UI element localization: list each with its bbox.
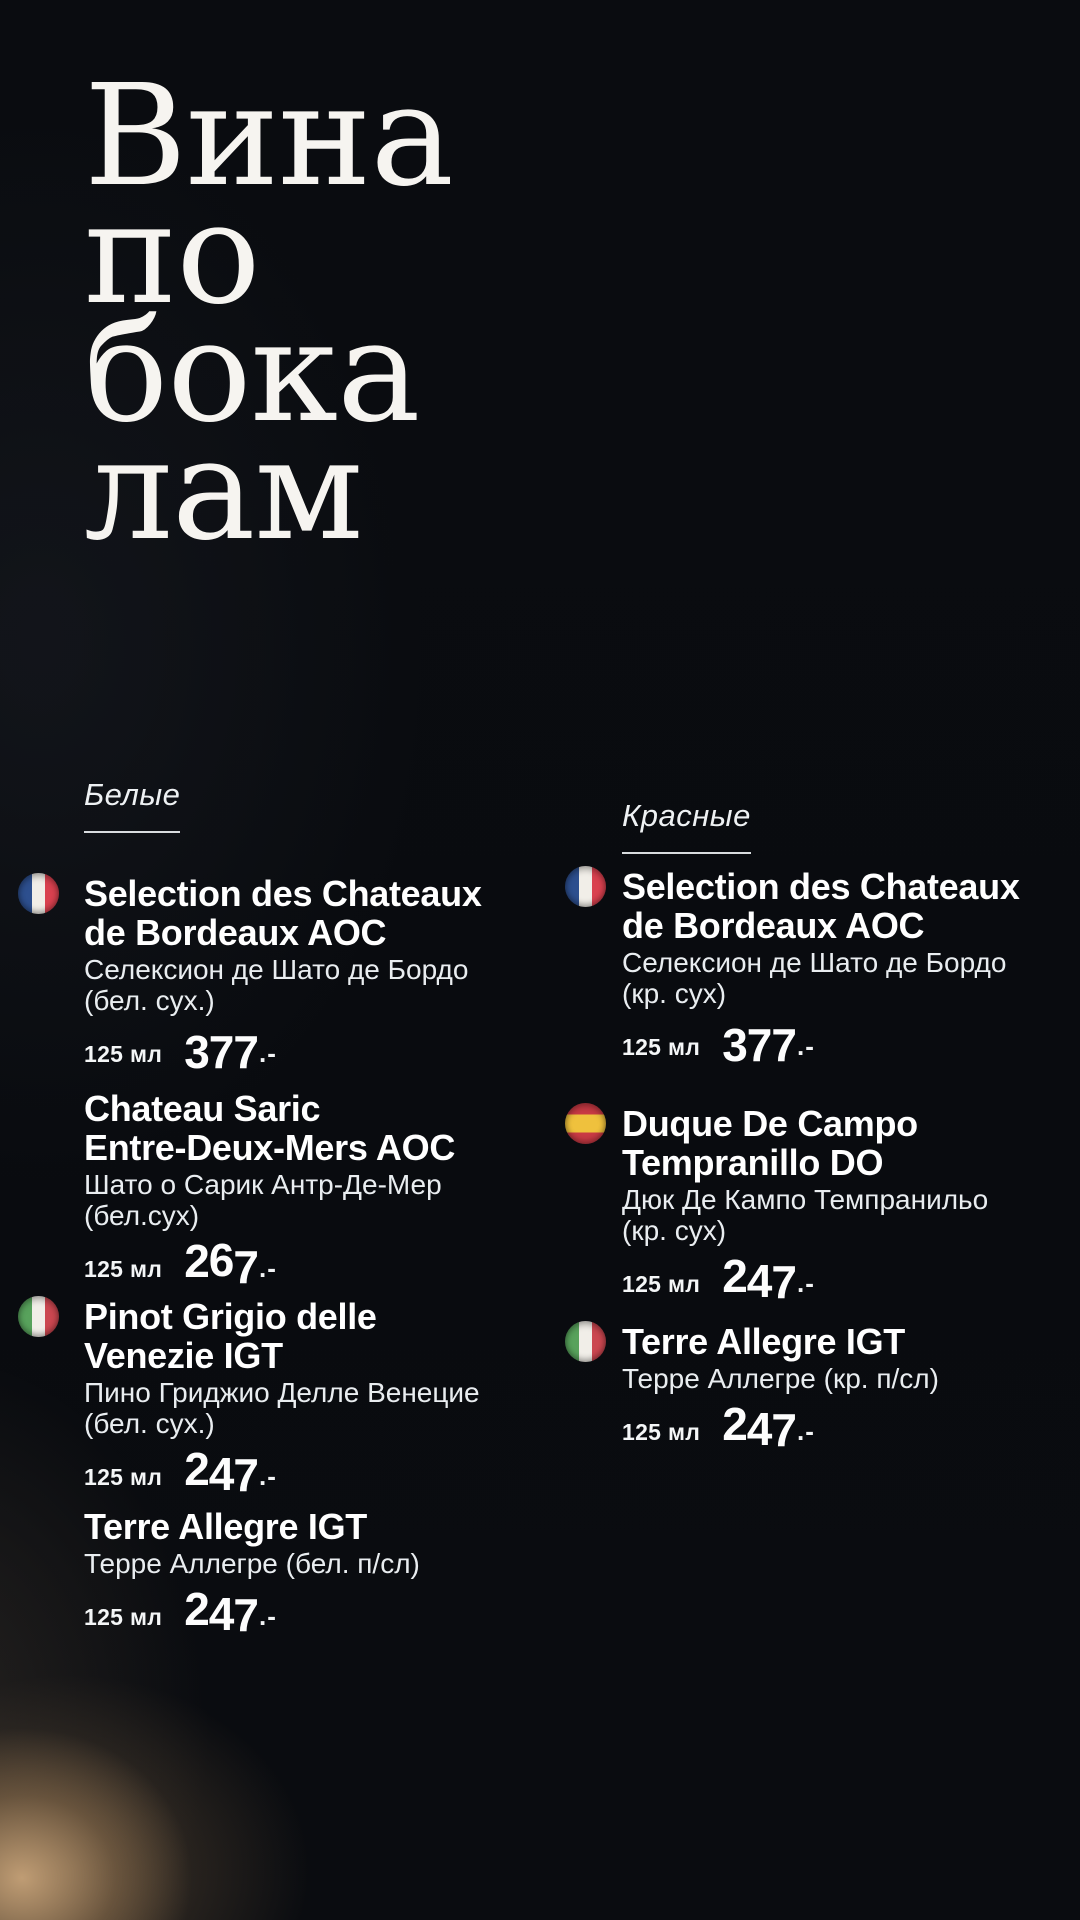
wine-name-translit-line: Терре Аллегре (кр. п/сл) [622,1363,939,1394]
wine-volume: 125 мл [622,1419,701,1445]
flag-italy-icon [565,1321,606,1362]
wine-name-line: Selection des Chateaux [622,866,1020,907]
wine-price: 247.- [184,1443,277,1501]
wine-price: 247.- [184,1583,277,1641]
wine-name-translit [84,954,498,1016]
wine-price: 377.- [722,1019,815,1071]
wine-name [622,1104,1065,1182]
wine-entry [565,1321,1065,1456]
wine-name [84,1297,498,1375]
wine-name-line: Terre Allegre IGT [84,1506,367,1547]
wine-name-line: Pinot Grigio delle [84,1296,377,1337]
flag-italy-icon [18,1296,59,1337]
price-suffix: .- [258,1038,277,1068]
wine-name-line: Selection des Chateaux [84,873,482,914]
wine-name-line: Duque De Campo [622,1103,918,1144]
wine-name [622,1322,1065,1361]
wine-name-line: de Bordeaux AOC [622,905,925,946]
wine-name-translit-line: (бел. сух.) [84,1408,215,1439]
price-row [84,1234,498,1293]
flag-france-icon [565,866,606,907]
wine-name [622,867,1065,945]
price-suffix: .- [796,1268,815,1298]
flag-spain-icon [565,1103,606,1144]
wine-price: 247.- [722,1398,815,1456]
price-suffix: .- [796,1416,815,1446]
wine-volume: 125 мл [84,1604,163,1630]
wine-entry [565,1103,1065,1308]
wine-price: 377.- [184,1026,277,1078]
wine-name-line: de Bordeaux AOC [84,912,387,953]
wine-entry [565,866,1065,1071]
wine-name-translit [622,947,1065,1009]
price-suffix: .- [258,1601,277,1631]
section-header-reds [622,798,751,854]
wine-name-translit [84,1169,498,1231]
wine-name [84,874,498,952]
wine-name-translit-line: (кр. сух) [622,1215,727,1246]
wine-name-line: Chateau Saric [84,1088,321,1129]
wine-entry [18,1088,498,1293]
wine-name-line: Entre-Deux-Mers AOC [84,1127,456,1168]
wine-volume: 125 мл [84,1041,163,1067]
wine-entry [18,873,498,1078]
price-row [84,1022,498,1078]
wine-name-translit [622,1363,1065,1394]
wine-name-translit [84,1377,498,1439]
page-title-line: бока [84,291,420,454]
wine-name-line: Terre Allegre IGT [622,1321,905,1362]
wine-name-translit-line: (бел. сух.) [84,985,215,1016]
wine-name-translit-line: Шато о Сарик Антр-Де-Мер [84,1169,442,1200]
section-header-whites [84,777,180,833]
wine-volume: 125 мл [84,1464,163,1490]
wine-volume: 125 мл [84,1256,163,1282]
wine-name-translit-line: Дюк Де Кампо Темпранильо [622,1184,989,1215]
price-suffix: .- [258,1253,277,1283]
price-row [622,1015,1065,1071]
price-row [622,1250,1065,1308]
wine-price: 267.- [184,1234,277,1293]
page-title-line: лам [84,409,363,572]
price-row [84,1443,498,1501]
wine-entry [18,1506,498,1641]
wine-entry [18,1296,498,1501]
wine-name-translit-line: Терре Аллегре (бел. п/сл) [84,1548,420,1579]
wine-name-line: Venezie IGT [84,1335,283,1376]
section-header-reds-label: Красные [622,798,751,854]
page-title-line: Вина [84,55,453,218]
price-suffix: .- [796,1031,815,1061]
price-row [84,1583,498,1641]
wine-volume: 125 мл [622,1034,701,1060]
section-header-whites-label: Белые [84,777,180,833]
wine-name [84,1507,498,1546]
flag-france-icon [18,873,59,914]
wine-name-translit-line: Селексион де Шато де Бордо [622,947,1007,978]
wine-name-translit-line: (бел.сух) [84,1200,200,1231]
page-title [84,55,453,572]
wine-name-line: Tempranillo DO [622,1142,884,1183]
price-suffix: .- [258,1461,277,1491]
wine-volume: 125 мл [622,1271,701,1297]
page-title-line: по [84,173,260,336]
wine-name-translit [622,1184,1065,1246]
wine-name-translit-line: Пино Гриджио Делле Венецие [84,1377,480,1408]
wine-name-translit-line: (кр. сух) [622,978,727,1009]
wine-price: 247.- [722,1250,815,1308]
wine-name-translit [84,1548,498,1579]
wine-name [84,1089,498,1167]
price-row [622,1398,1065,1456]
wine-name-translit-line: Селексион де Шато де Бордо [84,954,469,985]
